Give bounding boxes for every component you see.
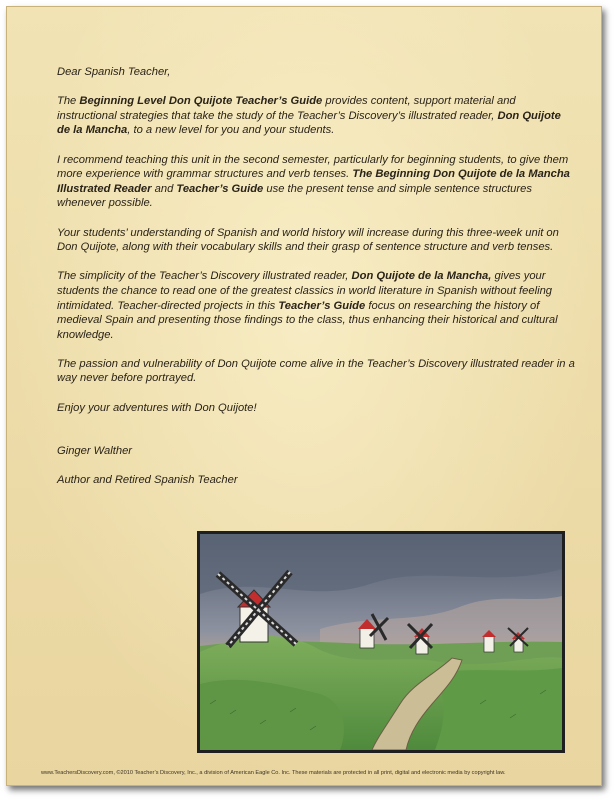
title-guide: Teacher’s Guide: [176, 182, 264, 195]
paragraph-intro: [57, 94, 577, 138]
windmill-illustration: [197, 531, 565, 753]
paragraph-understanding: Your students’ understanding of Spanish and world history will increase during this three-week unit on Don Quijote, along with their vocabulary skills and their grasp of sentence structure and verb tenses.: [57, 226, 559, 254]
text-run: use the present tense and simple sentence structures whenever possible.: [57, 182, 532, 210]
text-run: I recommend teaching this unit in the second semester, particularly for beginning students, to give them more experience with grammar structures and verb tenses.: [57, 153, 569, 181]
title-guide: Teacher’s Guide: [278, 299, 366, 312]
text-run: focus on researching the history of medieval Spain and presenting those findings to the class, thus enhancing their historical and cultural knowledge.: [57, 299, 558, 341]
copyright-footer: www.TeachersDiscovery.com, ©2010 Teacher’s Discovery, Inc., a division of American Eagle Co. Inc. These materials are protected in all print, digital and electronic media by copyright law.: [41, 770, 506, 776]
title-reader: The Beginning Don Quijote de la Mancha Illustrated Reader: [57, 168, 570, 195]
greeting: Dear Spanish Teacher,: [57, 66, 171, 78]
text-run: , to a new level for you and your students.: [127, 124, 335, 137]
letter-body: [57, 65, 577, 503]
text-run: The: [57, 95, 80, 108]
signature-title: Author and Retired Spanish Teacher: [57, 474, 238, 487]
windmill-landscape-image: [200, 534, 562, 750]
text-run: provides content, support material and instructional strategies that take the study of the Teacher’s Discovery’s illustrated reader,: [57, 95, 516, 122]
letter-page: [6, 6, 602, 786]
paragraph-passion: The passion and vulnerability of Don Quijote come alive in the Teacher’s Discovery illustrated reader in a way never before portrayed.: [57, 357, 575, 385]
text-run: The simplicity of the Teacher’s Discovery illustrated reader,: [57, 270, 352, 283]
paragraph-recommend: [57, 153, 577, 211]
signature-name: Ginger Walther: [57, 445, 133, 458]
title-reader: Don Quijote de la Mancha,: [351, 270, 492, 283]
text-run: and: [151, 182, 177, 195]
title-guide: Beginning Level Don Quijote Teacher’s Guide: [79, 95, 323, 108]
paragraph-simplicity: [57, 269, 577, 342]
closing-line: Enjoy your adventures with Don Quijote!: [57, 401, 257, 414]
title-reader: Don Quijote de la Mancha: [57, 109, 561, 137]
text-run: gives your students the chance to read one of the greatest classics in world literature in Spanish without feeling intimidated. Teacher-directed projects in this: [57, 270, 553, 312]
